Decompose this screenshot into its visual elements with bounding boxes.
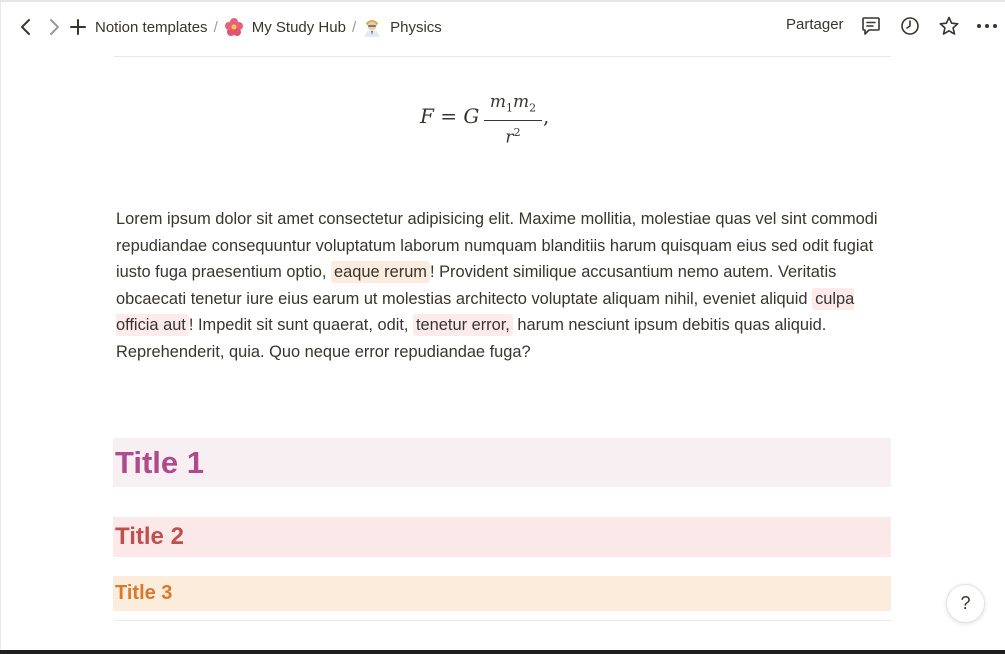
window-left-border bbox=[0, 2, 1, 650]
window-bottom-border bbox=[0, 650, 1005, 654]
heading-title-2[interactable]: Title 2 bbox=[113, 517, 891, 557]
breadcrumb-label: My Study Hub bbox=[251, 18, 346, 36]
paragraph-text: Lorem ipsum dolor sit amet consectetur adipisicing elit. Maxime mollitia, molestiae quas vel sint commodi repudiandae consequuntur voluptatum laborum numquam blanditiis harum quisquam eius sed odit fugiat iusto fuga praesentium optio, bbox=[116, 210, 878, 281]
paragraph-text: ! Impedit sit sunt quaerat, odit, bbox=[188, 316, 413, 334]
hibiscus-icon bbox=[224, 17, 244, 37]
top-bar bbox=[0, 2, 1005, 52]
highlight-red: culpa officia aut bbox=[116, 289, 855, 334]
forward-arrow-icon[interactable] bbox=[44, 16, 64, 38]
paragraph-text: ! Provident similique accusantium nemo autem. Veritatis obcaecati tenetur iure eius earum ut molestias architecto voluptate aliquam nihil, eveniet aliquid bbox=[116, 263, 837, 308]
equation-denominator bbox=[484, 123, 542, 148]
breadcrumb-label: Physics bbox=[390, 18, 442, 36]
equation-fraction bbox=[484, 92, 542, 148]
highlight-red: tenetur error, bbox=[413, 314, 513, 336]
heading-title-3[interactable]: Title 3 bbox=[113, 576, 891, 611]
breadcrumb-physics[interactable] bbox=[362, 17, 442, 37]
top-divider bbox=[114, 56, 891, 57]
equation-subscript: 1 bbox=[506, 101, 513, 115]
breadcrumb-separator: / bbox=[213, 18, 218, 36]
breadcrumb-label: Notion templates bbox=[95, 18, 208, 36]
highlight-orange: eaque rerum bbox=[331, 261, 430, 283]
plus-icon[interactable] bbox=[68, 16, 88, 38]
comment-icon[interactable] bbox=[859, 14, 883, 38]
equation-comma: , bbox=[543, 104, 550, 128]
back-arrow-icon[interactable] bbox=[16, 16, 36, 38]
breadcrumb bbox=[95, 15, 442, 39]
bottom-divider bbox=[114, 620, 891, 621]
equation-var: m bbox=[513, 92, 530, 112]
breadcrumb-separator: / bbox=[351, 18, 357, 36]
equation-numerator bbox=[484, 92, 542, 118]
equation-exponent: 2 bbox=[513, 126, 521, 140]
paragraph-text: harum nesciunt ipsum debitis quas aliquid. Reprehenderit, quia. Quo neque error repudiandae fuga? bbox=[116, 316, 827, 361]
scientist-icon bbox=[362, 17, 382, 37]
heading-title-1[interactable]: Title 1 bbox=[113, 438, 891, 487]
share-button[interactable]: Partager bbox=[786, 16, 844, 33]
history-icon[interactable] bbox=[898, 14, 922, 38]
breadcrumb-my-study-hub[interactable] bbox=[224, 17, 346, 37]
equation-subscript: 2 bbox=[529, 101, 537, 115]
star-icon[interactable] bbox=[937, 14, 961, 38]
fraction-bar bbox=[484, 120, 542, 121]
text-paragraph[interactable] bbox=[116, 206, 888, 365]
equation-var: r bbox=[505, 128, 514, 149]
equation-var: m bbox=[489, 92, 506, 112]
breadcrumb-notion-templates[interactable] bbox=[95, 19, 208, 36]
more-icon[interactable] bbox=[975, 14, 999, 38]
equation-lhs: F = G bbox=[420, 104, 480, 128]
help-button[interactable]: ? bbox=[946, 584, 985, 623]
